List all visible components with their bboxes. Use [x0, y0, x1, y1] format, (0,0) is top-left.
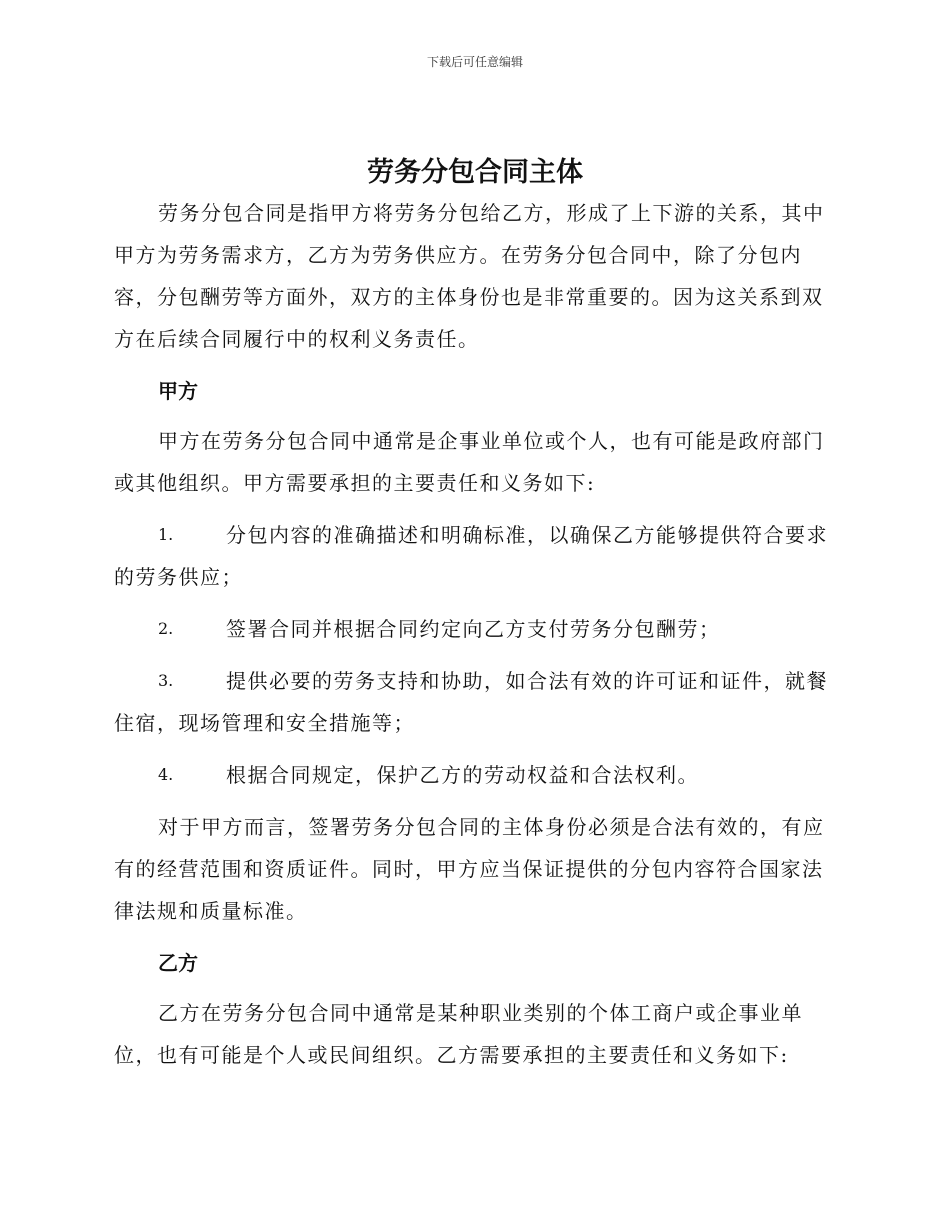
list-number: 2.: [158, 619, 174, 638]
document-title: 劳务分包合同主体: [367, 157, 583, 188]
list-number: 3.: [158, 671, 174, 690]
party-a-item-2: [114, 608, 834, 650]
party-a-heading: 甲方: [158, 379, 198, 403]
header-note: 下载后可任意编辑: [426, 55, 523, 69]
party-b-intro: 乙方在劳务分包合同中通常是某种职业类别的个体工商户或企事业单位，也有可能是个人或民间组织。乙方需要承担的主要责任和义务如下:: [114, 1001, 803, 1067]
document-body: [114, 192, 834, 1076]
intro-paragraph: 劳务分包合同是指甲方将劳务分包给乙方，形成了上下游的关系，其中甲方为劳务需求方，乙方为劳务供应方。在劳务分包合同中，除了分包内容，分包酬劳等方面外，双方的主体身份也是非常重要的。因为这关系到双方在后续合同履行中的权利义务责任。: [114, 201, 825, 351]
list-text: 分包内容的准确描述和明确标准，以确保乙方能够提供符合要求的劳务供应；: [114, 523, 828, 589]
party-a-item-1: [114, 514, 834, 598]
list-text: 签署合同并根据合同约定向乙方支付劳务分包酬劳；: [226, 617, 721, 641]
party-a-item-3: [114, 660, 834, 744]
party-b-heading: 乙方: [158, 951, 198, 975]
list-number: 1.: [158, 525, 174, 544]
party-a-summary: 对于甲方而言，签署劳务分包合同的主体身份必须是合法有效的，有应有的经营范围和资质证件。同时，甲方应当保证提供的分包内容符合国家法律法规和质量标准。: [114, 815, 825, 923]
list-number: 4.: [158, 765, 174, 784]
list-text: 提供必要的劳务支持和协助，如合法有效的许可证和证件，就餐住宿，现场管理和安全措施等；: [114, 669, 828, 735]
list-text: 根据合同规定，保护乙方的劳动权益和合法权利。: [226, 763, 699, 787]
party-a-intro: 甲方在劳务分包合同中通常是企事业单位或个人，也有可能是政府部门或其他组织。甲方需要承担的主要责任和义务如下:: [114, 429, 825, 495]
party-a-item-4: [114, 754, 834, 796]
